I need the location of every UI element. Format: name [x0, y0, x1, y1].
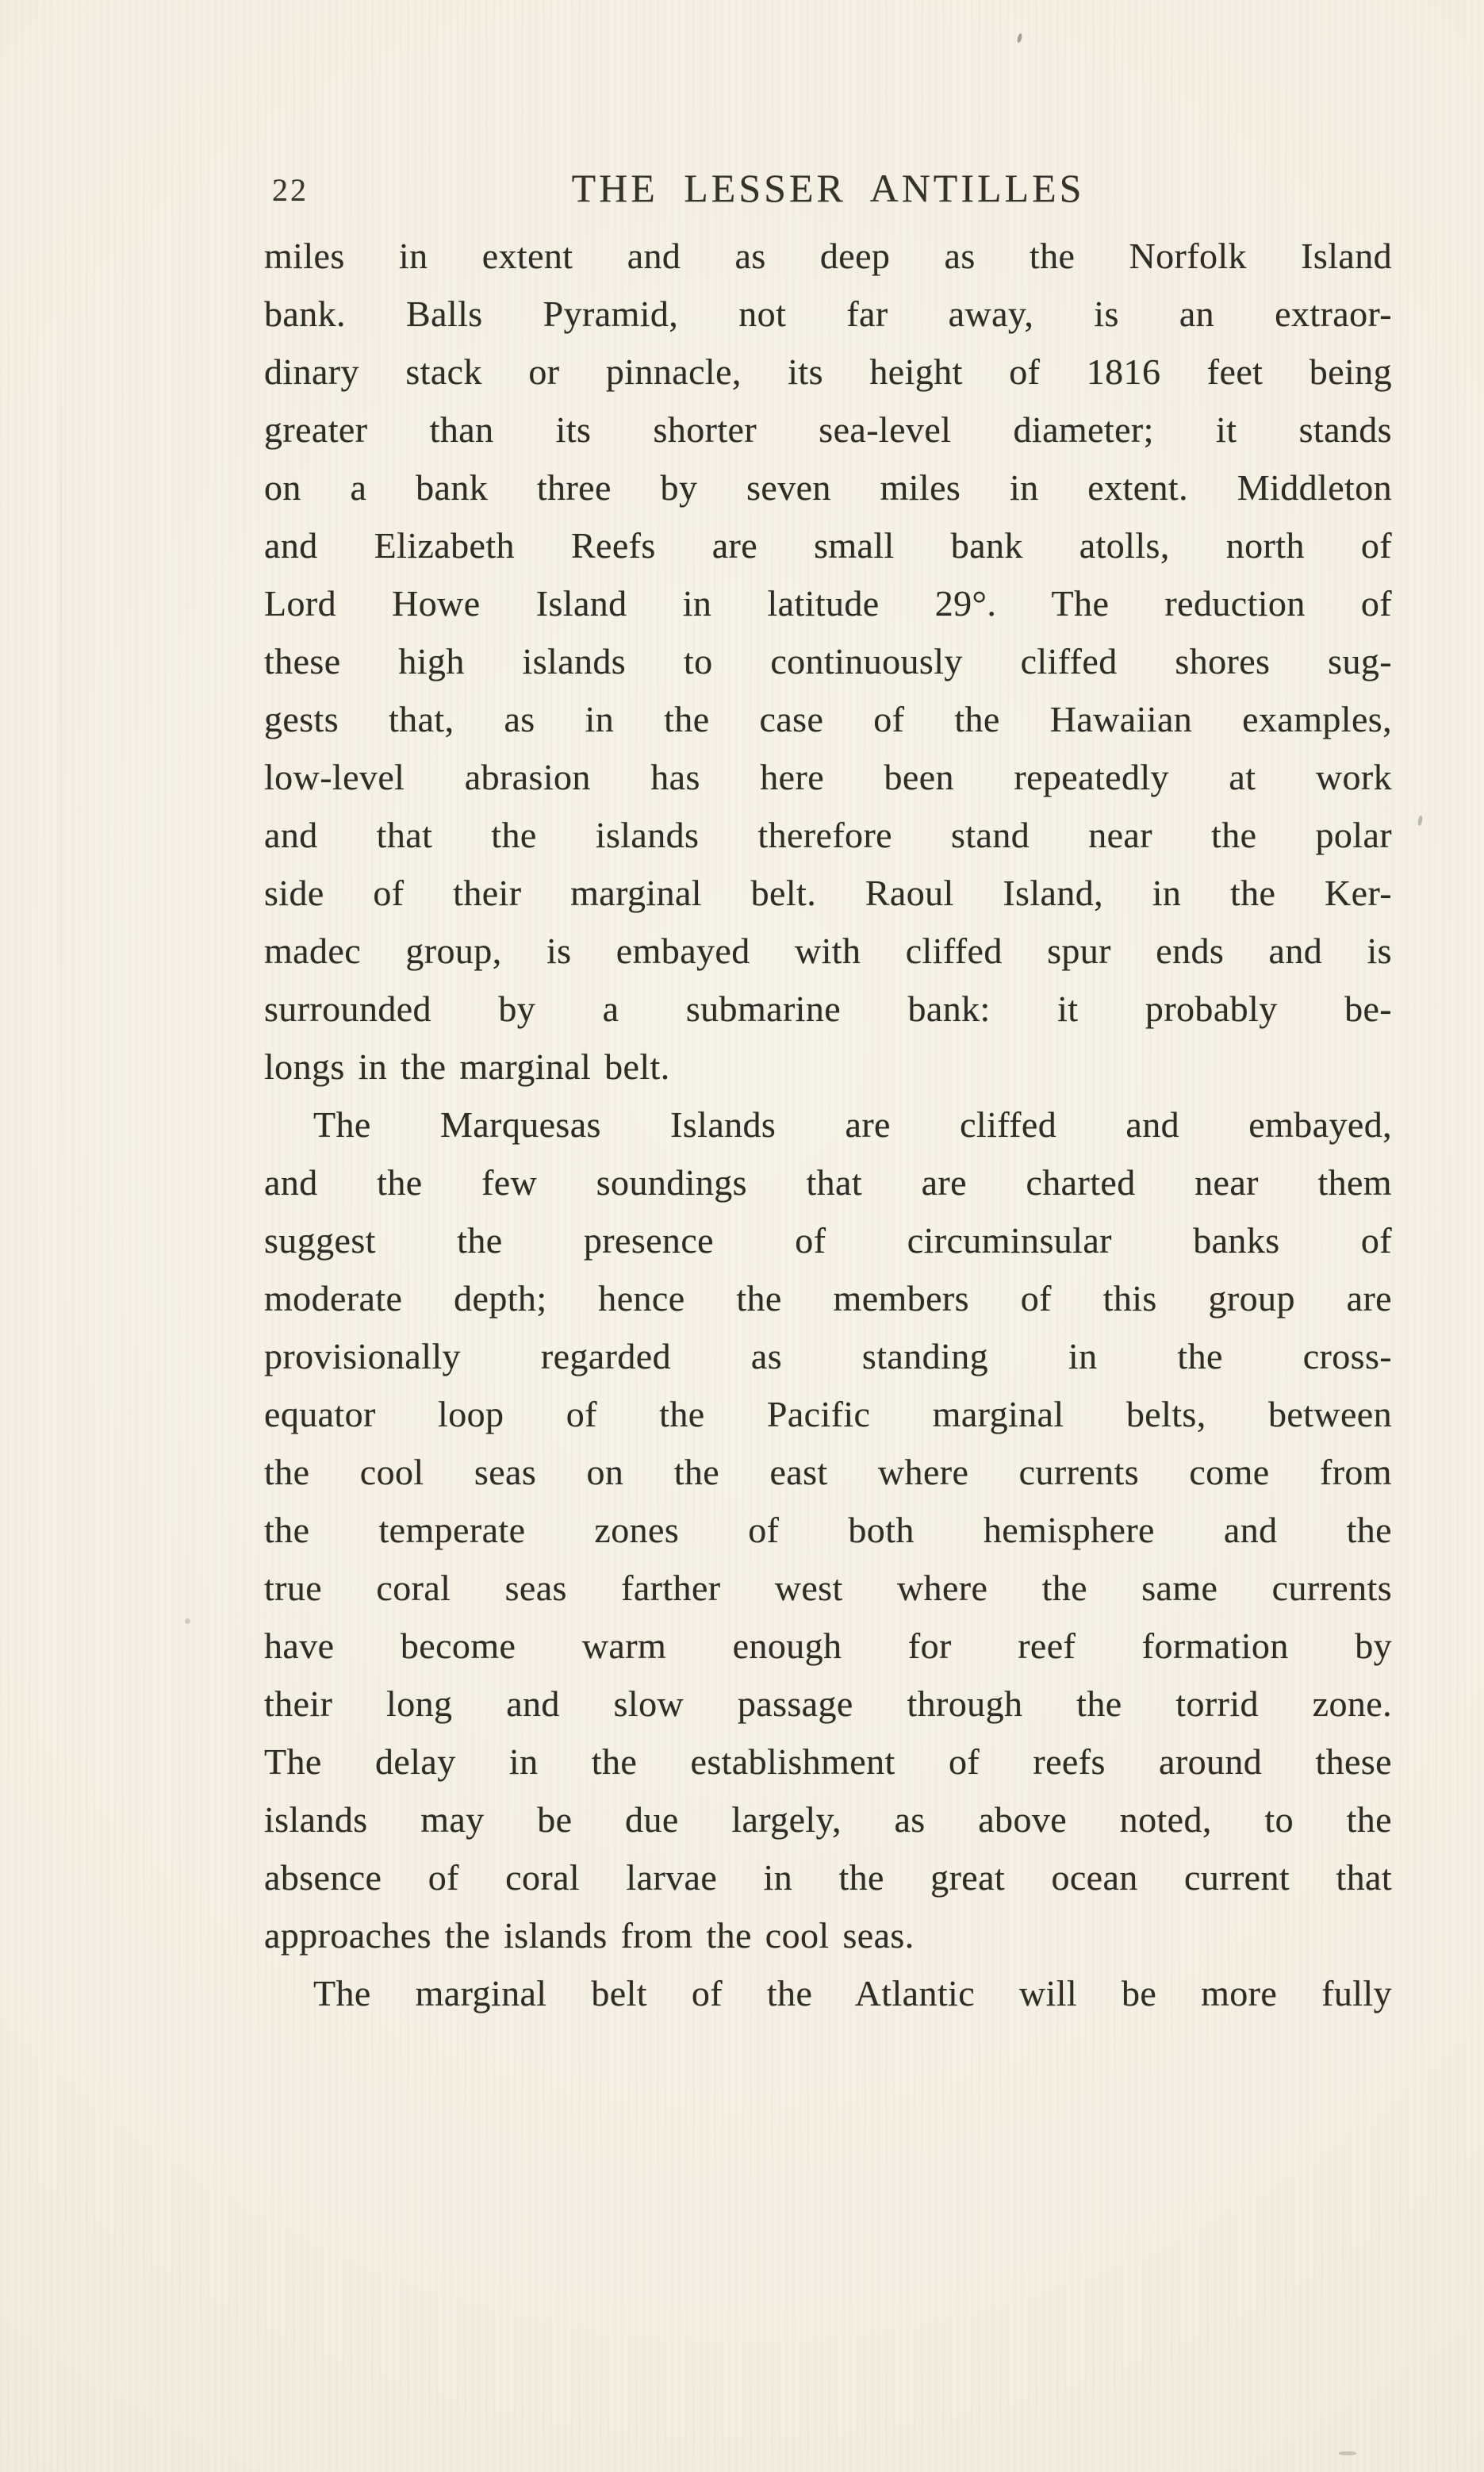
text-line: madec group, is embayed with cliffed spur ends and is	[264, 931, 1392, 971]
text-line: bank. Balls Pyramid, not far away, is an extraor-	[264, 294, 1392, 334]
text-line: side of their marginal belt. Raoul Island, in the Ker-	[264, 873, 1392, 913]
running-head-title: THE LESSER ANTILLES	[571, 166, 1085, 210]
text-line: provisionally regarded as standing in the cross-	[264, 1336, 1392, 1376]
text-line: Lord Howe Island in latitude 29°. The reduction of	[264, 583, 1392, 624]
text-line: islands may be due largely, as above noted, to the	[264, 1799, 1392, 1840]
page-header	[264, 157, 1392, 210]
text-line: the temperate zones of both hemisphere and the	[264, 1510, 1392, 1550]
body-text-block	[264, 227, 1392, 2022]
text-line: equator loop of the Pacific marginal belts, between	[264, 1394, 1392, 1434]
text-line: and the few soundings that are charted near them	[264, 1162, 1392, 1203]
text-line: miles in extent and as deep as the Norfolk Island	[264, 236, 1392, 276]
text-line: their long and slow passage through the torrid zone.	[264, 1683, 1392, 1724]
text-line: longs in the marginal belt.	[264, 1046, 670, 1087]
text-line: suggest the presence of circuminsular banks of	[264, 1220, 1392, 1261]
text-line: moderate depth; hence the members of this group are	[264, 1278, 1392, 1319]
scan-crease-artifact	[60, 301, 62, 1333]
text-line: dinary stack or pinnacle, its height of 1816 feet being	[264, 351, 1392, 392]
scan-speck	[185, 1618, 190, 1624]
text-line: true coral seas farther west where the same currents	[264, 1568, 1392, 1608]
text-line: gests that, as in the case of the Hawaiian examples,	[264, 699, 1392, 739]
text-line: and that the islands therefore stand near the polar	[264, 815, 1392, 855]
text-line: on a bank three by seven miles in extent. Middleton	[264, 467, 1392, 508]
text-line: greater than its shorter sea-level diameter; it stands	[264, 409, 1392, 450]
text-line: the cool seas on the east where currents come from	[264, 1452, 1392, 1492]
text-line: The marginal belt of the Atlantic will be more fully	[313, 1973, 1392, 2013]
text-line: surrounded by a submarine bank: it probably be-	[264, 988, 1392, 1029]
text-line: low-level abrasion has here been repeatedly at work	[264, 757, 1392, 797]
page-number: 22	[272, 172, 309, 208]
text-line: approaches the islands from the cool seas.	[264, 1915, 915, 1956]
text-line: The Marquesas Islands are cliffed and embayed,	[313, 1104, 1392, 1145]
text-line: these high islands to continuously cliffed shores sug-	[264, 641, 1392, 681]
scan-speck	[1417, 816, 1423, 827]
text-line: and Elizabeth Reefs are small bank atolls, north of	[264, 525, 1392, 566]
text-line: absence of coral larvae in the great ocean current that	[264, 1857, 1392, 1898]
text-line: The delay in the establishment of reefs around these	[264, 1741, 1392, 1782]
scan-speck	[1017, 33, 1023, 44]
text-line: have become warm enough for reef formation by	[264, 1626, 1392, 1666]
scan-speck	[1339, 2451, 1356, 2455]
